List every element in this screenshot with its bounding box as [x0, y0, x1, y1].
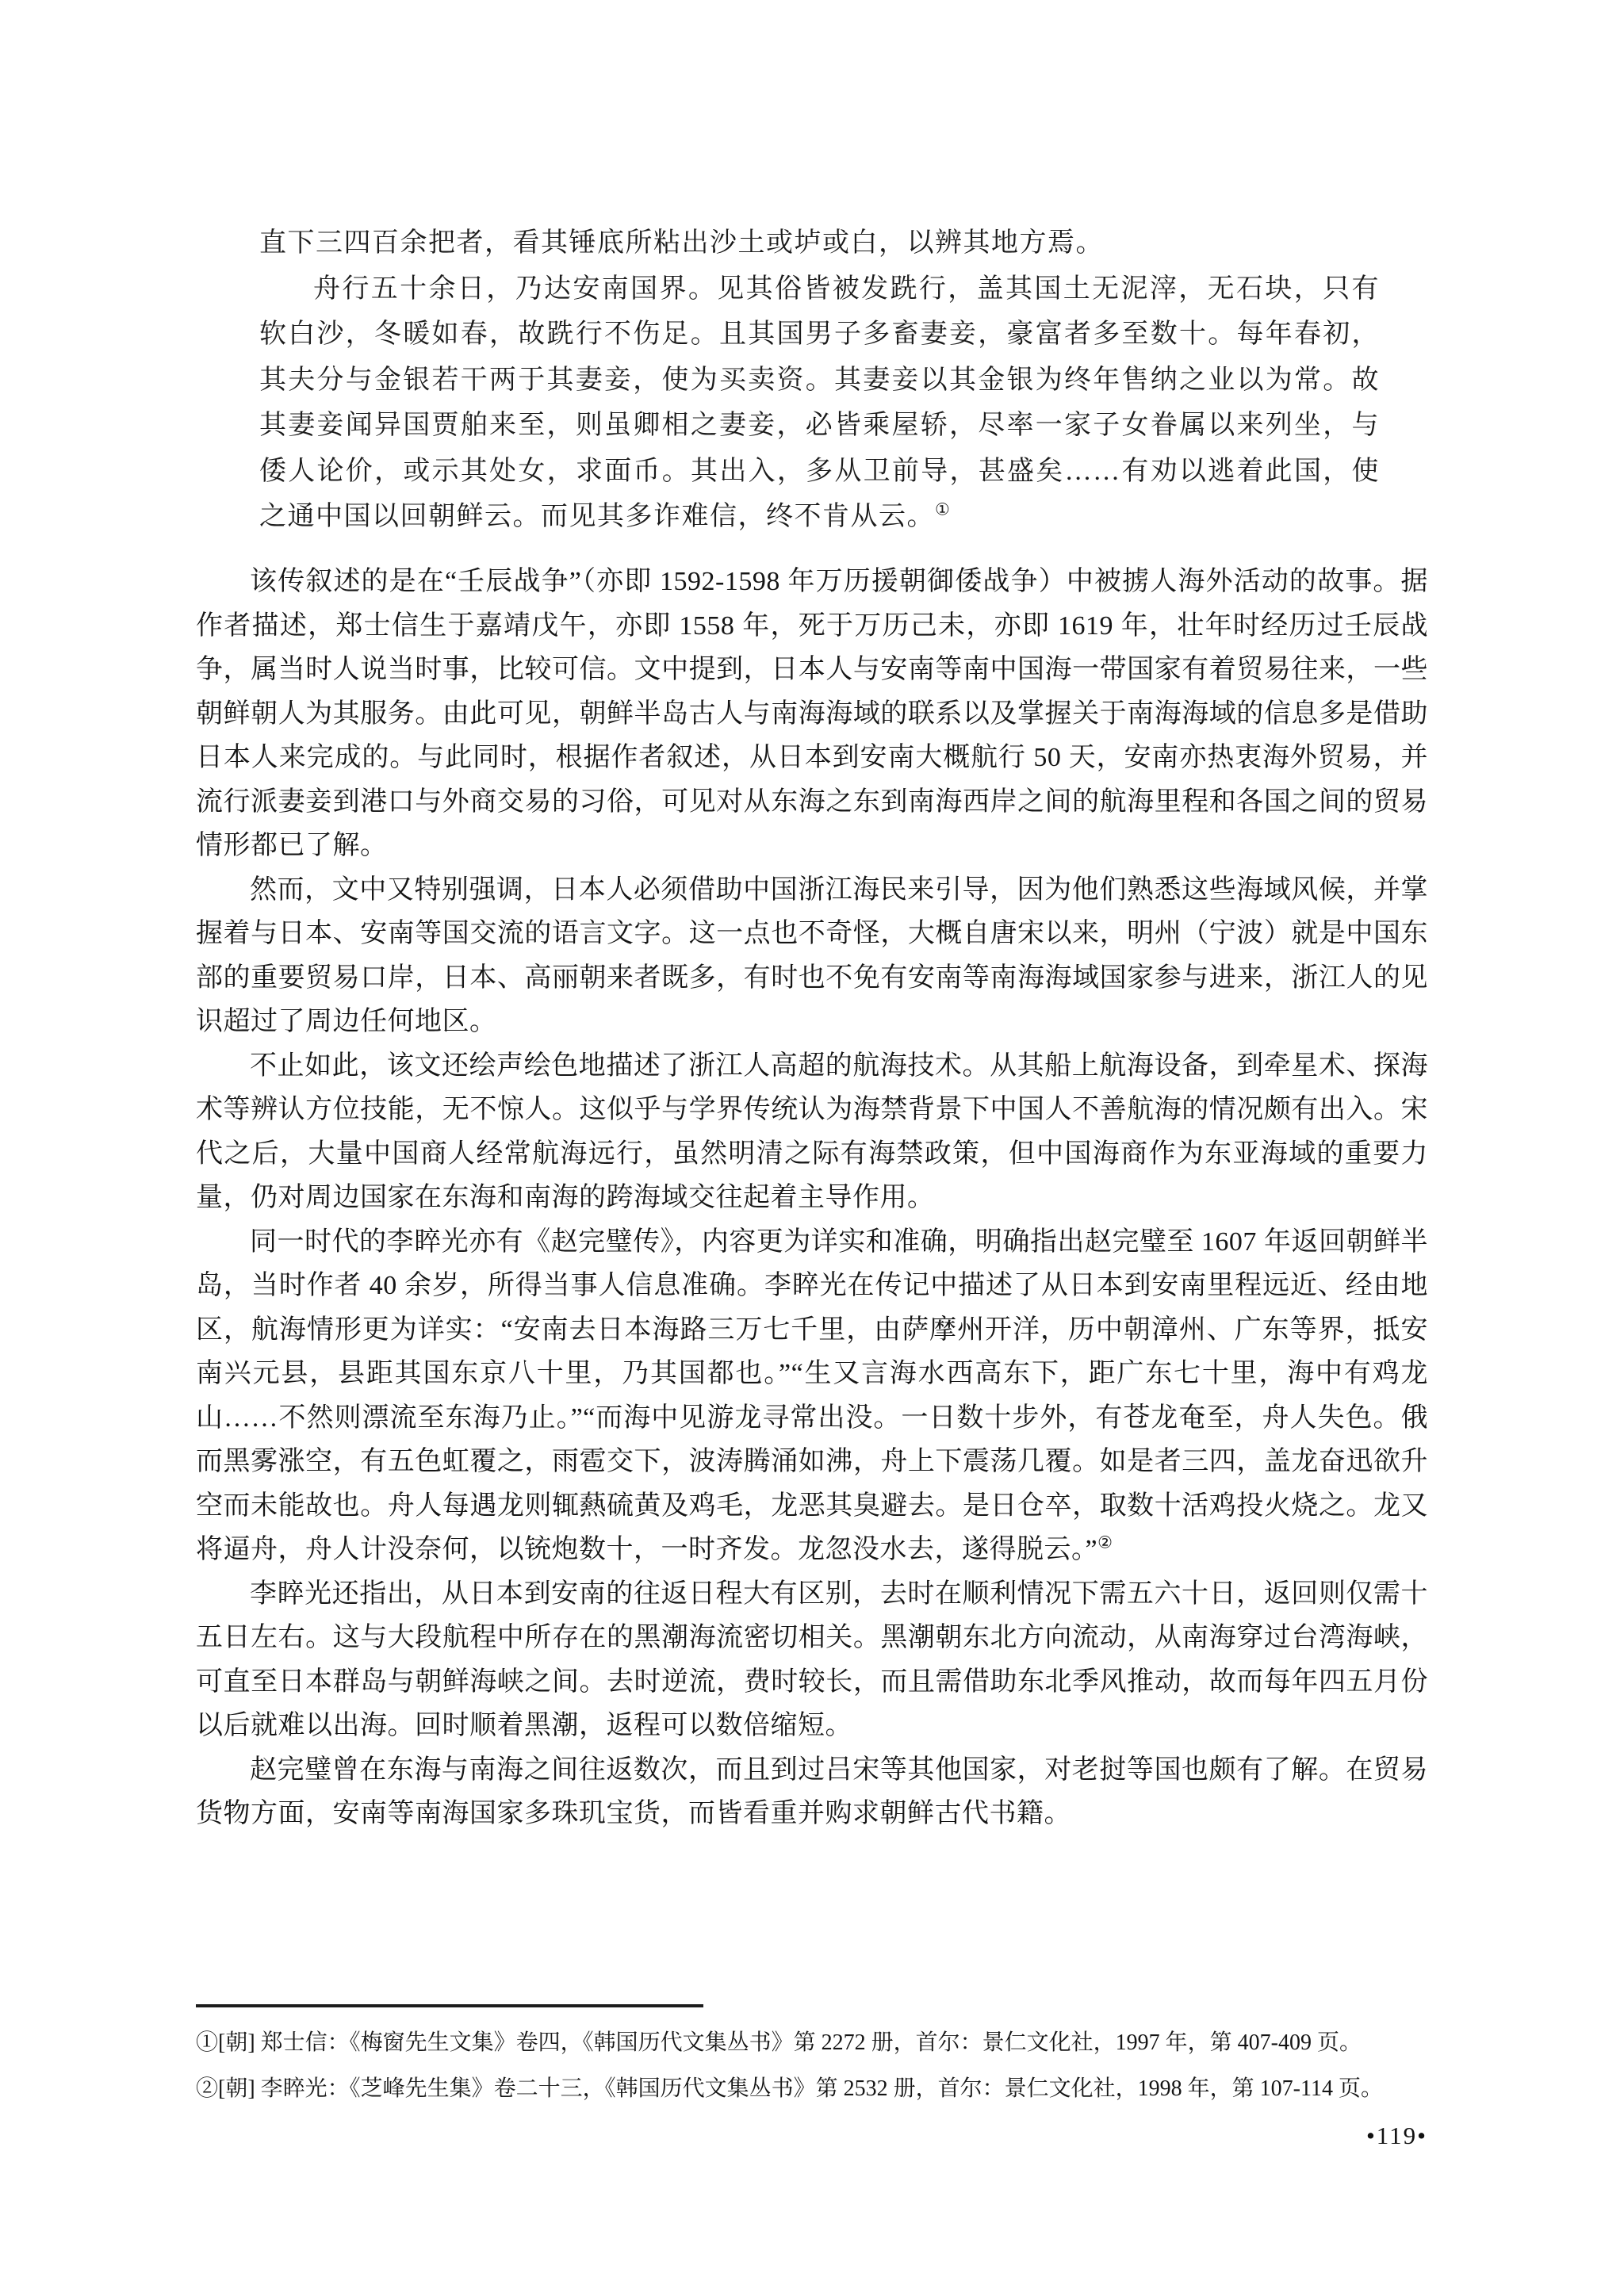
footnote-ref-2: ②: [1097, 1533, 1113, 1552]
paragraph-6-text: 赵完璧曾在东海与南海之间往返数次，而且到过吕宋等其他国家，对老挝等国也颇有了解。在贸易货物方面，安南等南海国家多珠玑宝货，而皆看重并购求朝鲜古代书籍。: [196, 1755, 1428, 1828]
footnote-1-text: [朝] 郑士信：《梅窗先生文集》卷四，《韩国历代文集丛书》第 2272 册，首尔：景仁文化社，1997 年，第 407-409 页。: [218, 2030, 1362, 2055]
paragraph-1: [196, 560, 1428, 868]
paragraph-4-text: 同一时代的李睟光亦有《赵完璧传》，内容更为详实和准确，明确指出赵完璧至 1607 年返回朝鲜半岛，当时作者 40 余岁，所得当事人信息准确。李睟光在传记中描述了从日本到安南里程远近、经由地区，航海情形更为详实：“安南去日本海路三万七千里，由萨摩州开洋，历中朝漳州、广东等界，抵安南兴元县，县距其国东京八十里，乃其国都也。”“生又言海水西高东下，距广东七十里，海中有鸡龙山……不然则漂流至东海乃止。”“而海中见游龙寻常出没。一日数十步外，有苍龙奄至，舟人失色。俄而黑雾涨空，有五色虹覆之，雨雹交下，波涛腾涌如沸，舟上下震荡几覆。如是者三四，盖龙奋迅欲升空而未能故也。舟人每遇龙则辄爇硫黄及鸡毛，龙恶其臭避去。是日仓卒，取数十活鸡投火烧之。龙又将逼舟，舟人计没奈何，以铳炮数十，一时齐发。龙忽没水去，遂得脱云。”: [196, 1226, 1428, 1564]
page-number: •119•: [1365, 2122, 1427, 2149]
footnote-ref-1: ①: [935, 499, 950, 519]
paragraph-3: [196, 1044, 1428, 1220]
footnote-1: [196, 2023, 1428, 2063]
footnote-2-marker: ②: [196, 2076, 219, 2101]
footnotes: [196, 2004, 1428, 2115]
footnote-2-text: [朝] 李睟光：《芝峰先生集》卷二十三，《韩国历代文集丛书》第 2532 册，首尔：景仁文化社，1998 年，第 107-114 页。: [218, 2076, 1383, 2101]
footnote-separator: [196, 2004, 703, 2007]
paragraph-1-text: 该传叙述的是在“壬辰战争”（亦即 1592-1598 年万历援朝御倭战争）中被掳人海外活动的故事。据作者描述，郑士信生于嘉靖戊午，亦即 1558 年，死于万历己未，亦即 1619 年，壮年时经历过壬辰战争，属当时人说当时事，比较可信。文中提到，日本人与安南等南中国海一带国家有着贸易往来，一些朝鲜朝人为其服务。由此可见，朝鲜半岛古人与南海海域的联系以及掌握关于南海海域的信息多是借助日本人来完成的。与此同时，根据作者叙述，从日本到安南大概航行 50 天，安南亦热衷海外贸易，并流行派妻妾到港口与外商交易的习俗，可见对从东海之东到南海西岸之间的航海里程和各国之间的贸易情形都已了解。: [196, 567, 1428, 860]
paragraph-2: [196, 868, 1428, 1044]
quote-paragraph-2-text: 舟行五十余日，乃达安南国界。见其俗皆被发跣行，盖其国土无泥滓，无石块，只有软白沙，冬暖如春，故跣行不伤足。且其国男子多畜妻妾，豪富者多至数十。每年春初，其夫分与金银若干两于其妻妾，使为买卖资。其妻妾以其金银为终年售纳之业以为常。故其妻妾闻异国贾舶来至，则虽卿相之妻妾，必皆乘屋轿，尽率一家子女眷属以来列坐，与倭人论价，或示其处女，求面币。其出入，多从卫前导，甚盛矣……有劝以逃着此国，使之通中国以回朝鲜云。而见其多诈难信，终不肯从云。: [259, 274, 1380, 531]
quote-paragraph-1: [259, 220, 1380, 266]
quote-paragraph-1-text: 直下三四百余把者，看其锤底所粘出沙土或垆或白，以辨其地方焉。: [259, 228, 1104, 258]
paragraph-6: [196, 1748, 1428, 1836]
paragraph-4: [196, 1220, 1428, 1572]
footnote-2: [196, 2069, 1428, 2109]
paragraph-2-text: 然而，文中又特别强调，日本人必须借助中国浙江海民来引导，因为他们熟悉这些海域风候，并掌握着与日本、安南等国交流的语言文字。这一点也不奇怪，大概自唐宋以来，明州（宁波）就是中国东部的重要贸易口岸，日本、高丽朝来者既多，有时也不免有安南等南海海域国家参与进来，浙江人的见识超过了周边任何地区。: [196, 874, 1428, 1036]
paragraph-3-text: 不止如此，该文还绘声绘色地描述了浙江人高超的航海技术。从其船上航海设备，到牵星术、探海术等辨认方位技能，无不惊人。这似乎与学界传统认为海禁背景下中国人不善航海的情况颇有出入。宋代之后，大量中国商人经常航海远行，虽然明清之际有海禁政策，但中国海商作为东亚海域的重要力量，仍对周边国家在东海和南海的跨海域交往起着主导作用。: [196, 1050, 1428, 1212]
quote-paragraph-2: [259, 266, 1380, 540]
body-text: [196, 560, 1428, 1836]
paragraph-5: [196, 1572, 1428, 1748]
footnote-1-marker: ①: [196, 2030, 219, 2055]
block-quote: [259, 220, 1380, 540]
paragraph-5-text: 李睟光还指出，从日本到安南的往返日程大有区别，去时在顺利情况下需五六十日，返回则仅需十五日左右。这与大段航程中所存在的黑潮海流密切相关。黑潮朝东北方向流动，从南海穿过台湾海峡，可直至日本群岛与朝鲜海峡之间。去时逆流，费时较长，而且需借助东北季风推动，故而每年四五月份以后就难以出海。回时顺着黑潮，返程可以数倍缩短。: [196, 1578, 1428, 1740]
